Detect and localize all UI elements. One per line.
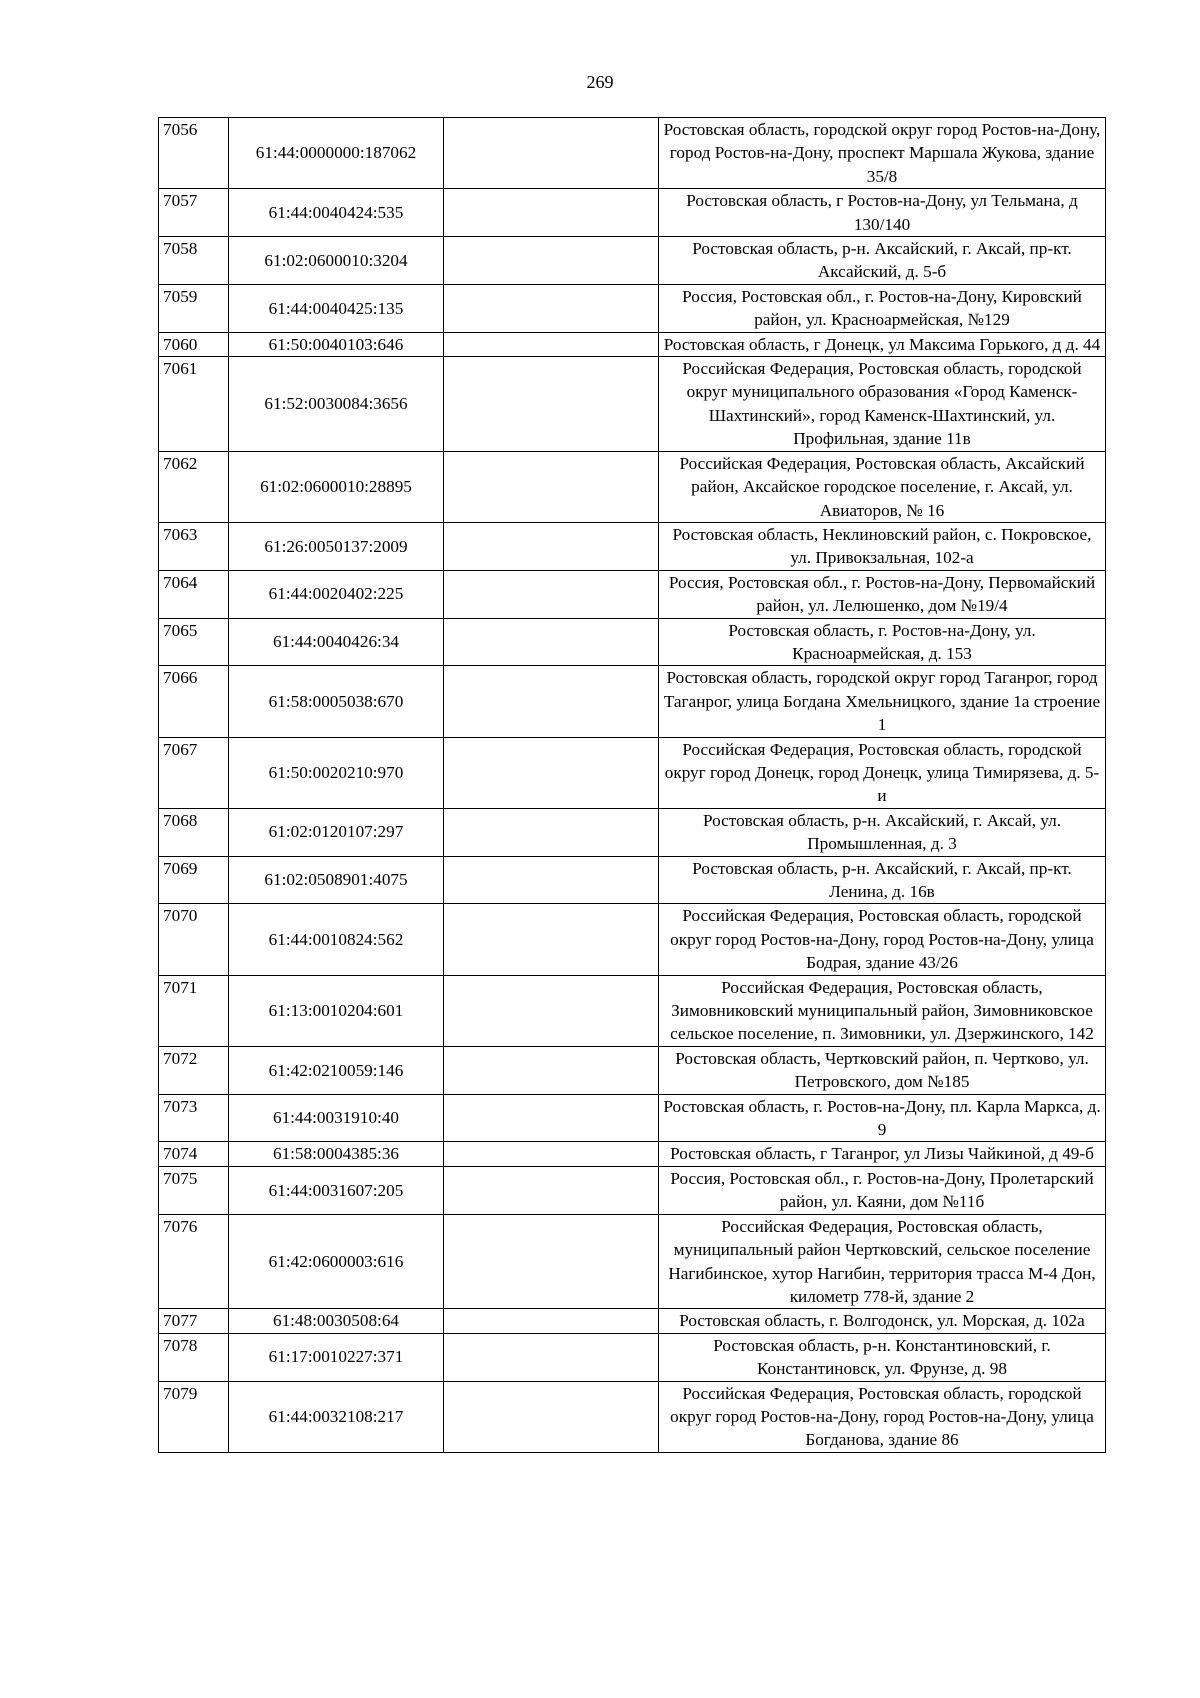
cadastral-number: 61:02:0508901:4075 [229,856,444,904]
address: Ростовская область, г Донецк, ул Максима Горького, д д. 44 [659,332,1106,356]
row-number: 7076 [159,1214,229,1309]
cadastral-number: 61:50:0020210:970 [229,737,444,808]
row-number: 7063 [159,522,229,570]
table-row [159,451,1106,522]
cadastral-number: 61:44:0031607:205 [229,1166,444,1214]
cadastral-number: 61:44:0031910:40 [229,1094,444,1142]
row-number: 7064 [159,570,229,618]
address: Россия, Ростовская обл., г. Ростов-на-Дону, Пролетарский район, ул. Каяни, дом №11б [659,1166,1106,1214]
empty-cell [444,1381,659,1452]
address: Российская Федерация, Ростовская область, городской округ город Ростов-на-Дону, город Ростов-на-Дону, улица Бодрая, здание 43/26 [659,904,1106,975]
cadastral-number: 61:58:0005038:670 [229,666,444,737]
page-number: 269 [586,72,614,92]
row-number: 7061 [159,357,229,452]
empty-cell [444,237,659,285]
cadastral-number: 61:44:0040424:535 [229,189,444,237]
table-row [159,618,1106,666]
address: Ростовская область, городской округ город Ростов-на-Дону, город Ростов-на-Дону, проспект Маршала Жукова, здание 35/8 [659,118,1106,189]
address: Россия, Ростовская обл., г. Ростов-на-Дону, Первомайский район, ул. Лелюшенко, дом №19/4 [659,570,1106,618]
cadastral-number: 61:44:0020402:225 [229,570,444,618]
row-number: 7078 [159,1333,229,1381]
empty-cell [444,618,659,666]
address: Российская Федерация, Ростовская область, городской округ муниципального образования «Город Каменск-Шахтинский», город Каменск-Шахтинский, ул. Профильная, здание 11в [659,357,1106,452]
table-row [159,357,1106,452]
address: Ростовская область, г. Волгодонск, ул. Морская, д. 102а [659,1309,1106,1333]
row-number: 7067 [159,737,229,808]
empty-cell [444,1046,659,1094]
cadastral-number: 61:13:0010204:601 [229,975,444,1046]
cadastral-number: 61:42:0210059:146 [229,1046,444,1094]
row-number: 7068 [159,808,229,856]
empty-cell [444,737,659,808]
table-row [159,904,1106,975]
cadastral-number: 61:02:0600010:28895 [229,451,444,522]
cadastral-number: 61:26:0050137:2009 [229,522,444,570]
row-number: 7069 [159,856,229,904]
address: Ростовская область, р-н. Аксайский, г. Аксай, пр-кт. Аксайский, д. 5-б [659,237,1106,285]
table-row [159,975,1106,1046]
cadastral-number: 61:58:0004385:36 [229,1142,444,1166]
table-row [159,1214,1106,1309]
address: Ростовская область, г. Ростов-на-Дону, ул. Красноармейская, д. 153 [659,618,1106,666]
empty-cell [444,1214,659,1309]
table-row [159,1046,1106,1094]
address: Ростовская область, р-н. Аксайский, г. Аксай, ул. Промышленная, д. 3 [659,808,1106,856]
cadastral-number: 61:48:0030508:64 [229,1309,444,1333]
row-number: 7071 [159,975,229,1046]
cadastral-number: 61:44:0040425:135 [229,284,444,332]
empty-cell [444,1309,659,1333]
row-number: 7066 [159,666,229,737]
row-number: 7074 [159,1142,229,1166]
row-number: 7077 [159,1309,229,1333]
cadastral-number: 61:42:0600003:616 [229,1214,444,1309]
row-number: 7073 [159,1094,229,1142]
row-number: 7079 [159,1381,229,1452]
row-number: 7060 [159,332,229,356]
address: Ростовская область, г. Ростов-на-Дону, пл. Карла Маркса, д. 9 [659,1094,1106,1142]
empty-cell [444,904,659,975]
address: Российская Федерация, Ростовская область, городской округ город Донецк, город Донецк, улица Тимирязева, д. 5-и [659,737,1106,808]
cadastral-number: 61:44:0032108:217 [229,1381,444,1452]
address: Российская Федерация, Ростовская область, Аксайский район, Аксайское городское поселение, г. Аксай, ул. Авиаторов, № 16 [659,451,1106,522]
cadastral-number: 61:44:0040426:34 [229,618,444,666]
table-row [159,570,1106,618]
empty-cell [444,570,659,618]
table-row [159,737,1106,808]
address: Ростовская область, г Ростов-на-Дону, ул Тельмана, д 130/140 [659,189,1106,237]
registry-table-body [159,118,1106,1453]
address: Российская Федерация, Ростовская область, городской округ город Ростов-на-Дону, город Ростов-на-Дону, улица Богданова, здание 86 [659,1381,1106,1452]
address: Ростовская область, городской округ город Таганрог, город Таганрог, улица Богдана Хмельницкого, здание 1а строение 1 [659,666,1106,737]
empty-cell [444,1166,659,1214]
row-number: 7062 [159,451,229,522]
table-row [159,856,1106,904]
empty-cell [444,1333,659,1381]
empty-cell [444,332,659,356]
cadastral-number: 61:44:0000000:187062 [229,118,444,189]
table-row [159,284,1106,332]
row-number: 7065 [159,618,229,666]
cadastral-number: 61:02:0120107:297 [229,808,444,856]
row-number: 7056 [159,118,229,189]
property-registry-table [158,117,1106,1453]
address: Ростовская область, р-н. Аксайский, г. Аксай, пр-кт. Ленина, д. 16в [659,856,1106,904]
cadastral-number: 61:02:0600010:3204 [229,237,444,285]
table-row [159,118,1106,189]
table-row [159,1094,1106,1142]
empty-cell [444,357,659,452]
table-row [159,237,1106,285]
address: Российская Федерация, Ростовская область, Зимовниковский муниципальный район, Зимовниковское сельское поселение, п. Зимовники, ул. Дзержинского, 142 [659,975,1106,1046]
row-number: 7070 [159,904,229,975]
table-row [159,1309,1106,1333]
address: Ростовская область, Чертковский район, п. Чертково, ул. Петровского, дом №185 [659,1046,1106,1094]
row-number: 7058 [159,237,229,285]
table-row [159,1381,1106,1452]
empty-cell [444,284,659,332]
empty-cell [444,666,659,737]
empty-cell [444,522,659,570]
table-row [159,189,1106,237]
table-row [159,522,1106,570]
empty-cell [444,1142,659,1166]
cadastral-number: 61:44:0010824:562 [229,904,444,975]
table-row [159,1166,1106,1214]
row-number: 7057 [159,189,229,237]
cadastral-number: 61:17:0010227:371 [229,1333,444,1381]
empty-cell [444,1094,659,1142]
table-row [159,808,1106,856]
address: Ростовская область, Неклиновский район, с. Покровское, ул. Привокзальная, 102-а [659,522,1106,570]
table-row [159,666,1106,737]
table-row [159,1333,1106,1381]
empty-cell [444,189,659,237]
table-row [159,332,1106,356]
cadastral-number: 61:52:0030084:3656 [229,357,444,452]
cadastral-number: 61:50:0040103:646 [229,332,444,356]
empty-cell [444,856,659,904]
address: Ростовская область, р-н. Константиновский, г. Константиновск, ул. Фрунзе, д. 98 [659,1333,1106,1381]
address: Россия, Ростовская обл., г. Ростов-на-Дону, Кировский район, ул. Красноармейская, №129 [659,284,1106,332]
row-number: 7072 [159,1046,229,1094]
empty-cell [444,808,659,856]
table-row [159,1142,1106,1166]
row-number: 7075 [159,1166,229,1214]
empty-cell [444,451,659,522]
address: Ростовская область, г Таганрог, ул Лизы Чайкиной, д 49-б [659,1142,1106,1166]
empty-cell [444,118,659,189]
address: Российская Федерация, Ростовская область, муниципальный район Чертковский, сельское поселение Нагибинское, хутор Нагибин, территория трасса М-4 Дон, километр 778-й, здание 2 [659,1214,1106,1309]
empty-cell [444,975,659,1046]
row-number: 7059 [159,284,229,332]
